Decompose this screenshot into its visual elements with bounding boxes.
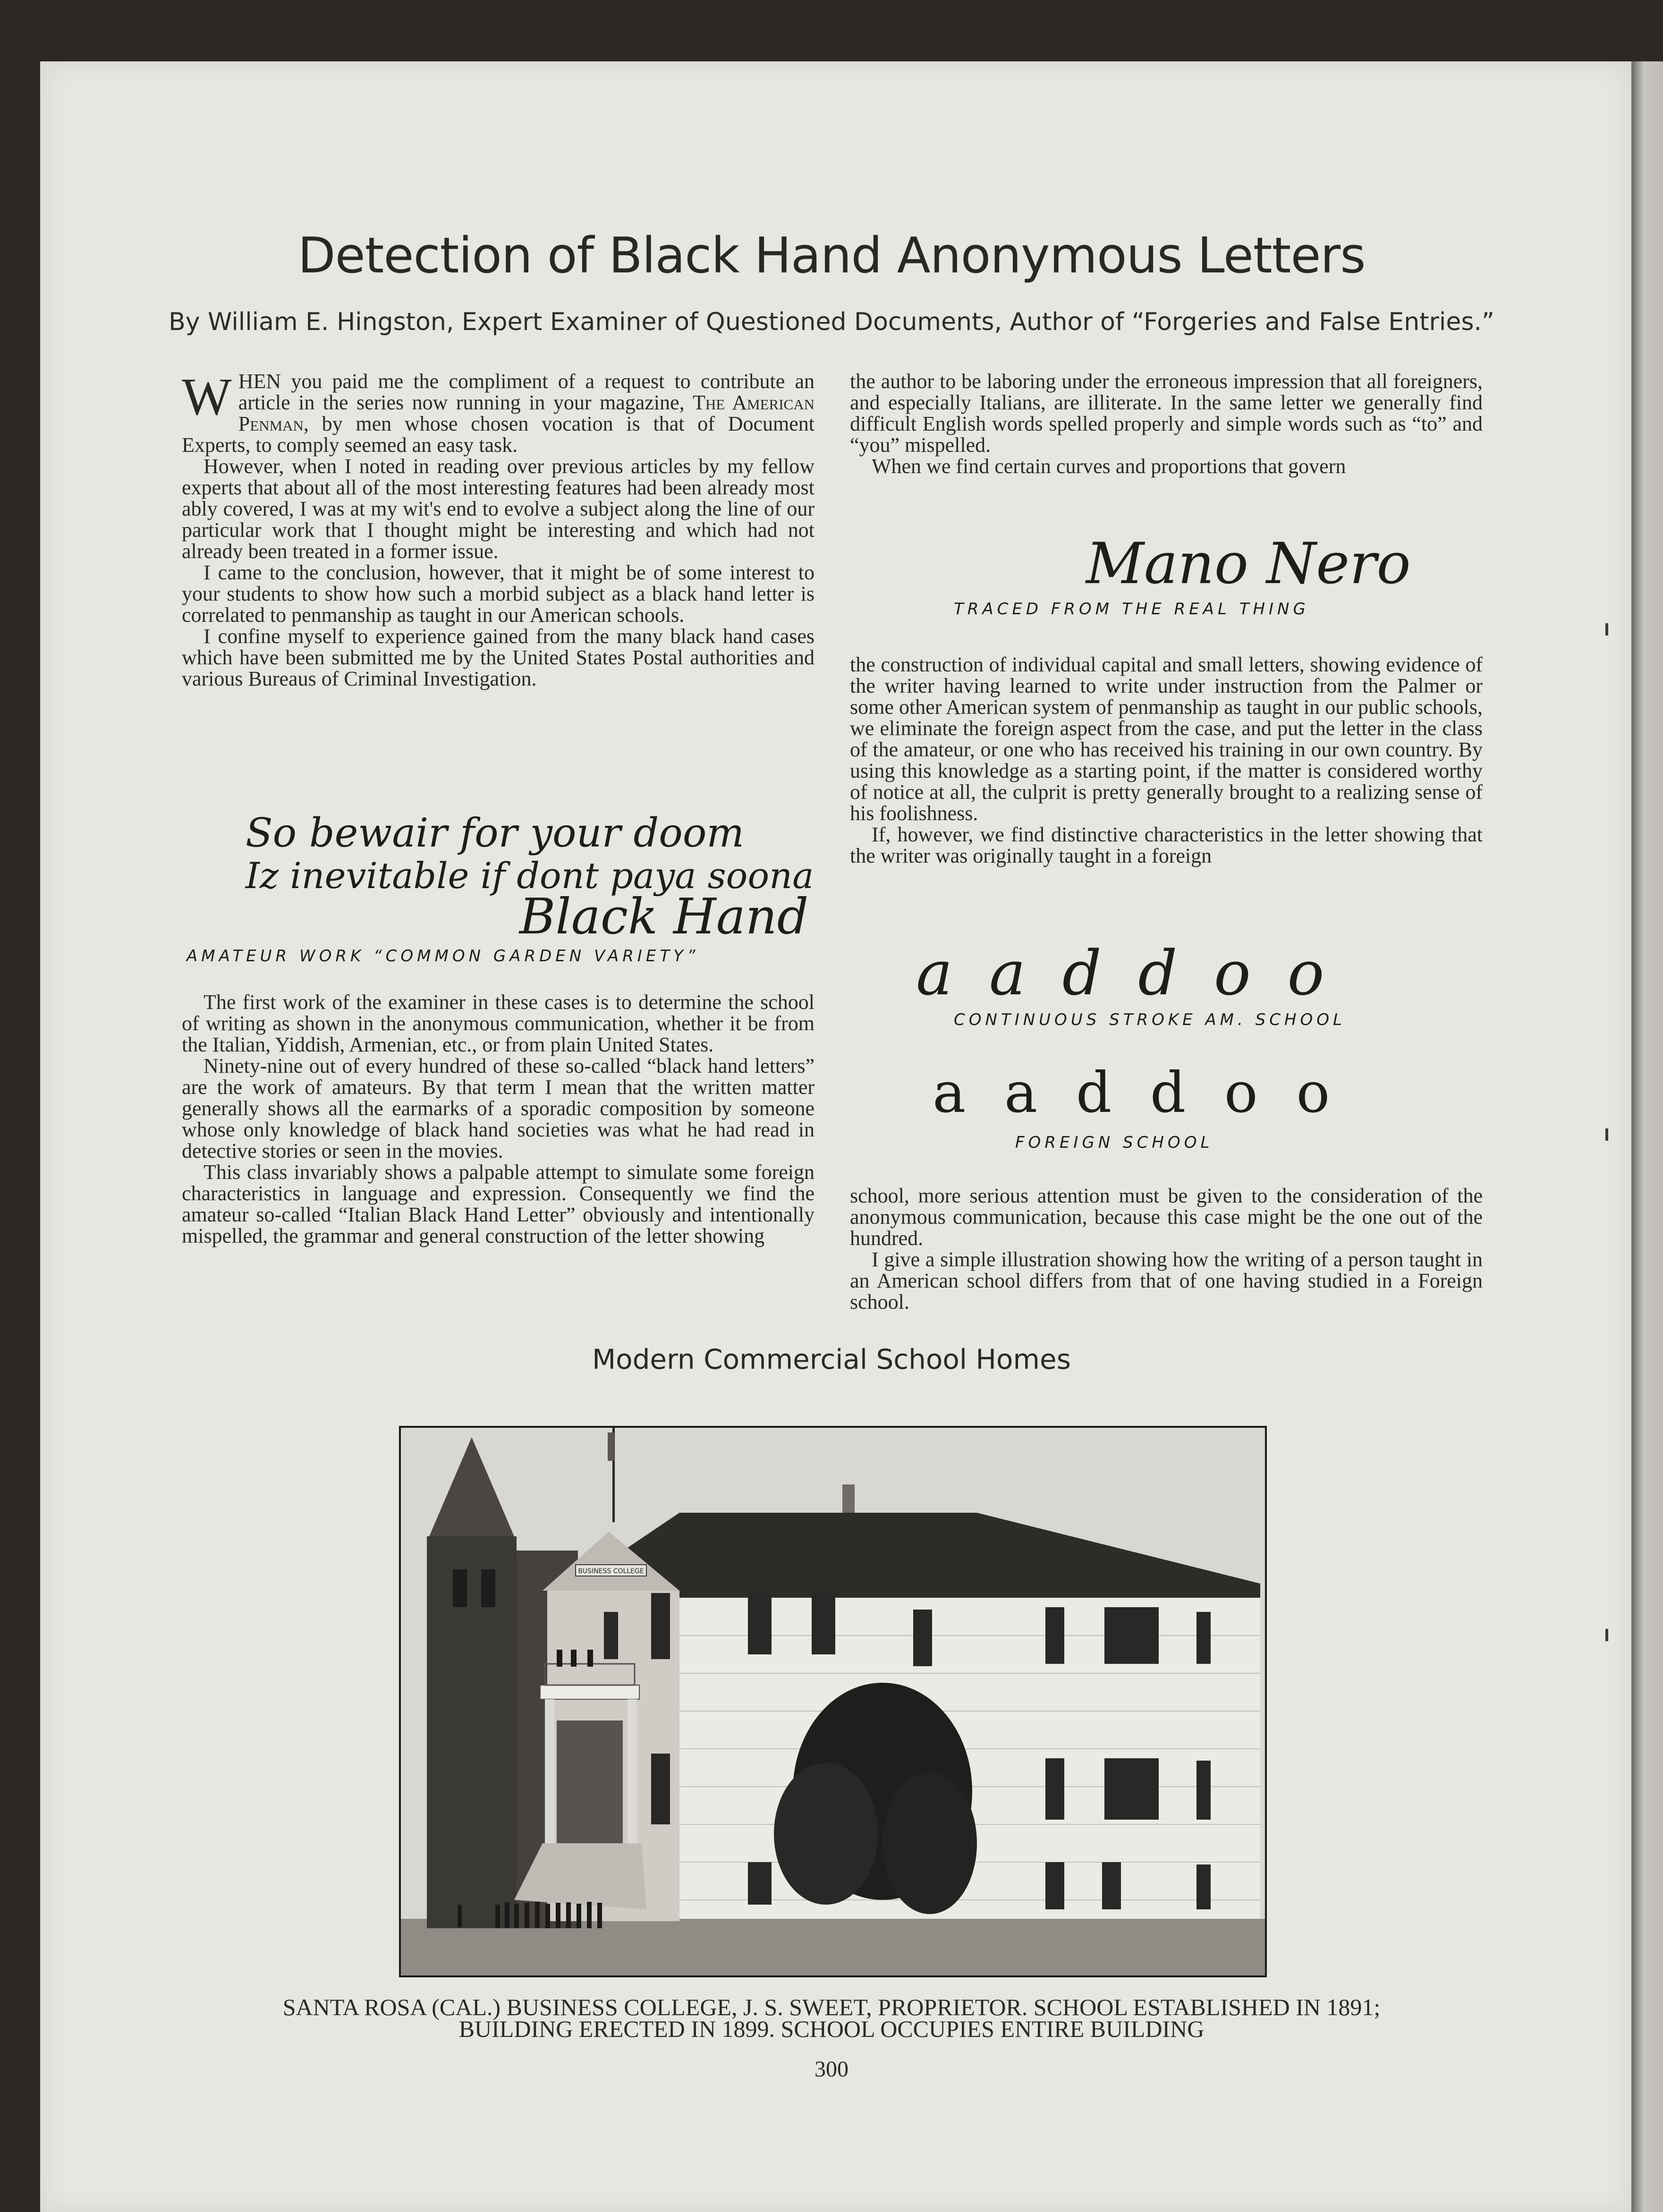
column-right-lower bbox=[850, 1185, 1483, 1313]
handwriting-sample-line: So bewair for your doom bbox=[246, 810, 745, 856]
handwriting-sample-line: Iz inevitable if dont paya soona bbox=[246, 855, 814, 897]
paragraph: I came to the conclusion, however, that it might be of some interest to your students to show how such a morbid subject as a black hand letter is correlated to penmanship as taught in our American schools. bbox=[182, 561, 815, 627]
caption-line: BUILDING ERECTED IN 1899. SCHOOL OCCUPIES ENTIRE BUILDING bbox=[458, 2016, 1205, 2042]
paragraph: When we find certain curves and proportions that govern bbox=[872, 455, 1346, 478]
handwriting-sample-foreign: a a d d o o bbox=[933, 1060, 1341, 1125]
building-sign-text: BUSINESS COLLEGE bbox=[578, 1568, 644, 1575]
handwriting-sample-american: a a d d o o bbox=[916, 937, 1333, 1009]
paragraph: This class invariably shows a palpable attempt to simulate some foreign characteristics in language and expression. Consequently we find the amateur so-called “Italian Black Hand Letter” obviously and intentionally mispelled, the grammar and general construction of the letter showing bbox=[182, 1161, 815, 1247]
section-title: Modern Commercial School Homes bbox=[592, 1343, 1071, 1375]
paragraph: Ninety-nine out of every hundred of these so-called “black hand letters” are the work of amateurs. By that term I mean that the written matter generally shows all the earmarks of a sporadic composition by someone whose only knowledge of black hand societies was what he had read in detective stories or seen in the movies. bbox=[182, 1054, 815, 1162]
paragraph: If, however, we find distinctive characteristics in the letter showing that the writer was originally taught in a foreign bbox=[850, 823, 1483, 867]
magazine-name: The American Penman bbox=[238, 391, 815, 435]
handwriting-sample-signature: Black Hand bbox=[519, 888, 809, 945]
column-left-upper bbox=[182, 368, 815, 690]
school-building-photo bbox=[399, 1426, 1267, 1977]
paragraph: However, when I noted in reading over previous articles by my fellow experts that about all of the most interesting features had been already most ably covered, I was at my wit's end to evolve a subject along the line of our particular work that I thought might be interesting and which had not already been treated in a former issue. bbox=[182, 455, 815, 563]
paragraph: I give a simple illustration showing how the writing of a person taught in an American school differs from that of one having studied in a Foreign school. bbox=[850, 1248, 1483, 1314]
article-byline: By William E. Hingston, Expert Examiner of Questioned Documents, Author of “Forgeries and False Entries.” bbox=[169, 308, 1494, 336]
paragraph: the author to be laboring under the erroneous impression that all foreigners, and especially Italians, are illiterate. In the same letter we generally find difficult English words spelled properly and simple words such as “to” and “you” mispelled. bbox=[850, 370, 1483, 457]
caption-line: SANTA ROSA (CAL.) BUSINESS COLLEGE, J. S. SWEET, PROPRIETOR. SCHOOL ESTABLISHED IN 1891; bbox=[282, 1994, 1381, 2020]
handwriting-sample-mano-nero: Mano Nero bbox=[1086, 531, 1411, 597]
paragraph: the construction of individual capital and small letters, showing evidence of the writer having learned to write under instruction from the Palmer or some other American system of penmanship as taught in our public schools, we eliminate the foreign aspect from the case, and put the letter in the class of the amateur, or one who has received his training in our own country. By using this knowledge as a starting point, if the matter is considered worthy of notice at all, the culprit is pretty generally brought to a realizing sense of his foolishness. bbox=[850, 653, 1483, 825]
column-right-middle bbox=[850, 654, 1483, 866]
handwriting-caption: AMATEUR WORK “COMMON GARDEN VARIETY” bbox=[187, 947, 699, 966]
margin-mark bbox=[1605, 1629, 1608, 1641]
margin-mark bbox=[1605, 623, 1608, 636]
article-title: Detection of Black Hand Anonymous Letters bbox=[297, 227, 1366, 284]
column-right-upper bbox=[850, 371, 1483, 477]
drop-cap: W bbox=[182, 368, 232, 426]
paragraph: WHEN you paid me the compliment of a request to contribute an article in the series now running in your magazine, The American Penman, by men whose chosen vocation is that of Document Experts, to comply seemed an easy task. bbox=[182, 368, 815, 457]
handwriting-caption: FOREIGN SCHOOL bbox=[1015, 1133, 1213, 1152]
margin-mark bbox=[1605, 1128, 1608, 1141]
handwriting-caption: TRACED FROM THE REAL THING bbox=[954, 600, 1309, 619]
column-left-lower bbox=[182, 992, 815, 1246]
page-number: 300 bbox=[815, 2057, 848, 2082]
facing-page-edge bbox=[1631, 61, 1663, 2212]
paragraph: The first work of the examiner in these cases is to determine the school of writing as shown in the anonymous communication, whether it be from the Italian, Yiddish, Armenian, etc., or from plain United States. bbox=[182, 991, 815, 1056]
building-illustration bbox=[401, 1428, 1265, 1975]
handwriting-caption: CONTINUOUS STROKE AM. SCHOOL bbox=[954, 1010, 1346, 1029]
paragraph: school, more serious attention must be given to the consideration of the anonymous communication, because this case might be the one out of the hundred. bbox=[850, 1184, 1483, 1250]
paragraph: I confine myself to experience gained from the many black hand cases which have been submitted me by the United States Postal authorities and various Bureaus of Criminal Investigation. bbox=[182, 625, 815, 690]
photo-caption bbox=[0, 1996, 1663, 2040]
